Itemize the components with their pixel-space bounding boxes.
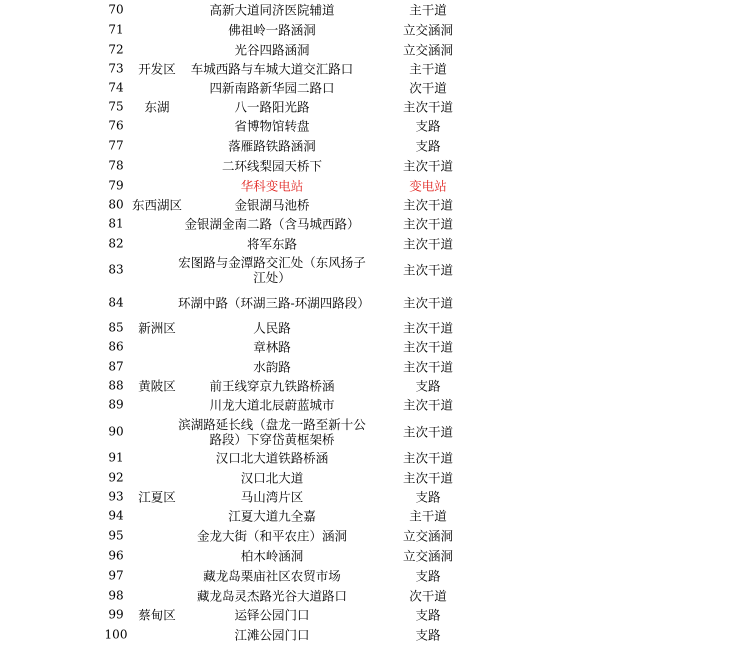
row-number: 71 (108, 22, 124, 36)
row-location: 滨湖路延长线（盘龙一路至新十公路段）下穿岱黄框架桥 (178, 416, 366, 447)
row-number: 74 (108, 80, 124, 94)
row-location: 藏龙岛栗庙社区农贸市场 (203, 568, 341, 583)
row-number: 93 (108, 489, 124, 503)
row-type: 主干道 (409, 61, 447, 76)
row-location: 车城西路与车城大道交汇路口 (190, 61, 354, 76)
table-row (0, 234, 750, 253)
row-number: 79 (108, 178, 124, 192)
row-type: 立交涵洞 (402, 548, 453, 563)
row-location: 将军东路 (246, 236, 297, 251)
row-type: 立交涵洞 (402, 22, 453, 37)
row-type: 次干道 (409, 80, 447, 95)
row-number: 70 (108, 2, 124, 16)
row-number: 100 (104, 627, 128, 641)
row-number: 82 (108, 236, 124, 250)
table-row (0, 395, 750, 414)
row-type: 支路 (415, 378, 441, 393)
row-number: 73 (108, 61, 124, 75)
row-location: 省博物馆转盘 (234, 118, 310, 133)
row-location: 川龙大道北辰蔚蓝城市 (209, 397, 335, 412)
row-location: 章林路 (253, 339, 291, 354)
row-type: 主次干道 (402, 359, 453, 374)
table-row (0, 566, 750, 585)
table-row (0, 337, 750, 356)
row-location: 江滩公园门口 (234, 627, 310, 642)
row-location: 金银湖马池桥 (234, 197, 310, 212)
row-number: 96 (108, 548, 124, 562)
table-row (0, 40, 750, 59)
row-number: 92 (108, 470, 124, 484)
row-number: 97 (108, 568, 124, 582)
table-row (0, 78, 750, 97)
table-row (0, 586, 750, 605)
row-location: 华科变电站 (240, 178, 304, 193)
row-type: 支路 (415, 118, 441, 133)
row-type: 主次干道 (402, 424, 453, 439)
row-location: 柏木岭涵洞 (240, 548, 304, 563)
row-number: 99 (108, 607, 124, 621)
row-type: 支路 (415, 138, 441, 153)
row-district: 新洲区 (138, 320, 176, 335)
row-type: 主次干道 (402, 216, 453, 231)
row-type: 次干道 (409, 588, 447, 603)
row-type: 主次干道 (402, 320, 453, 335)
row-type: 支路 (415, 627, 441, 642)
row-number: 91 (108, 450, 124, 464)
row-type: 变电站 (409, 178, 447, 193)
row-number: 81 (108, 216, 124, 230)
row-location: 八一路阳光路 (234, 99, 310, 114)
row-number: 85 (108, 320, 124, 334)
table-row (0, 97, 750, 116)
row-location: 落雁路铁路涵洞 (228, 138, 316, 153)
table-row (0, 20, 750, 39)
row-number: 95 (108, 528, 124, 542)
row-number: 89 (108, 397, 124, 411)
row-type: 立交涵洞 (402, 528, 453, 543)
row-location: 马山湾片区 (240, 489, 304, 504)
table-row (0, 448, 750, 467)
row-location: 江夏大道九全嘉 (228, 508, 316, 523)
table-row (0, 625, 750, 644)
row-district: 黄陂区 (138, 378, 176, 393)
row-number: 80 (108, 197, 124, 211)
row-type: 主次干道 (402, 339, 453, 354)
row-number: 78 (108, 158, 124, 172)
row-type: 主次干道 (402, 99, 453, 114)
row-number: 76 (108, 118, 124, 132)
row-location: 宏图路与金潭路交汇处（东风扬子江处） (178, 254, 366, 285)
row-number: 88 (108, 378, 124, 392)
table-row (0, 59, 750, 78)
row-type: 主次干道 (402, 295, 453, 310)
table-row (0, 605, 750, 624)
table-row (0, 506, 750, 525)
table-row (0, 319, 750, 336)
table-row (0, 116, 750, 135)
row-number: 77 (108, 138, 124, 152)
row-number: 83 (108, 262, 124, 276)
row-location: 佛祖岭一路涵洞 (228, 22, 316, 37)
row-location: 前王线穿京九铁路桥涵 (209, 378, 335, 393)
table-row (0, 487, 750, 506)
row-location: 金银湖金南二路（含马城西路） (184, 216, 360, 231)
table-row (0, 253, 750, 286)
table-row (0, 214, 750, 233)
row-district: 开发区 (138, 61, 176, 76)
row-district: 东西湖区 (131, 197, 182, 212)
row-type: 立交涵洞 (402, 42, 453, 57)
row-number: 72 (108, 42, 124, 56)
row-type: 主干道 (409, 2, 447, 17)
row-location: 水韵路 (253, 359, 291, 374)
row-location: 人民路 (253, 320, 291, 335)
table-row (0, 546, 750, 565)
row-location: 金龙大街（和平农庄）涵洞 (196, 528, 347, 543)
row-number: 86 (108, 339, 124, 353)
table-row (0, 136, 750, 155)
row-type: 主次干道 (402, 197, 453, 212)
row-district: 东湖 (144, 99, 170, 114)
row-number: 90 (108, 424, 124, 438)
table-row (0, 526, 750, 545)
row-type: 支路 (415, 568, 441, 583)
row-type: 主干道 (409, 508, 447, 523)
table-row (0, 156, 750, 175)
row-location: 光谷四路涵洞 (234, 42, 310, 57)
row-district: 蔡甸区 (138, 607, 176, 622)
table-row (0, 286, 750, 319)
row-type: 主次干道 (402, 450, 453, 465)
row-location: 运铎公园门口 (234, 607, 310, 622)
row-location: 汉口北大道铁路桥涵 (215, 450, 329, 465)
row-type: 支路 (415, 489, 441, 504)
row-type: 支路 (415, 607, 441, 622)
row-type: 主次干道 (402, 397, 453, 412)
row-type: 主次干道 (402, 236, 453, 251)
table-row (0, 195, 750, 214)
row-number: 94 (108, 508, 124, 522)
row-type: 主次干道 (402, 158, 453, 173)
table-row (0, 468, 750, 487)
row-location: 藏龙岛灵杰路光谷大道路口 (196, 588, 347, 603)
row-number: 87 (108, 359, 124, 373)
table-row (0, 176, 750, 195)
row-location: 二环线梨园天桥下 (221, 158, 322, 173)
row-location: 汉口北大道 (240, 470, 304, 485)
table-row (0, 415, 750, 448)
row-type: 主次干道 (402, 262, 453, 277)
row-number: 84 (108, 295, 124, 309)
row-number: 98 (108, 588, 124, 602)
table-row (0, 376, 750, 395)
row-number: 75 (108, 99, 124, 113)
row-type: 主次干道 (402, 470, 453, 485)
row-location: 高新大道同济医院辅道 (209, 2, 335, 17)
table-row (0, 357, 750, 376)
table-row (0, 1, 750, 18)
row-district: 江夏区 (138, 489, 176, 504)
row-location: 环湖中路（环湖三路-环湖四路段） (178, 295, 370, 310)
row-location: 四新南路新华园二路口 (209, 80, 335, 95)
